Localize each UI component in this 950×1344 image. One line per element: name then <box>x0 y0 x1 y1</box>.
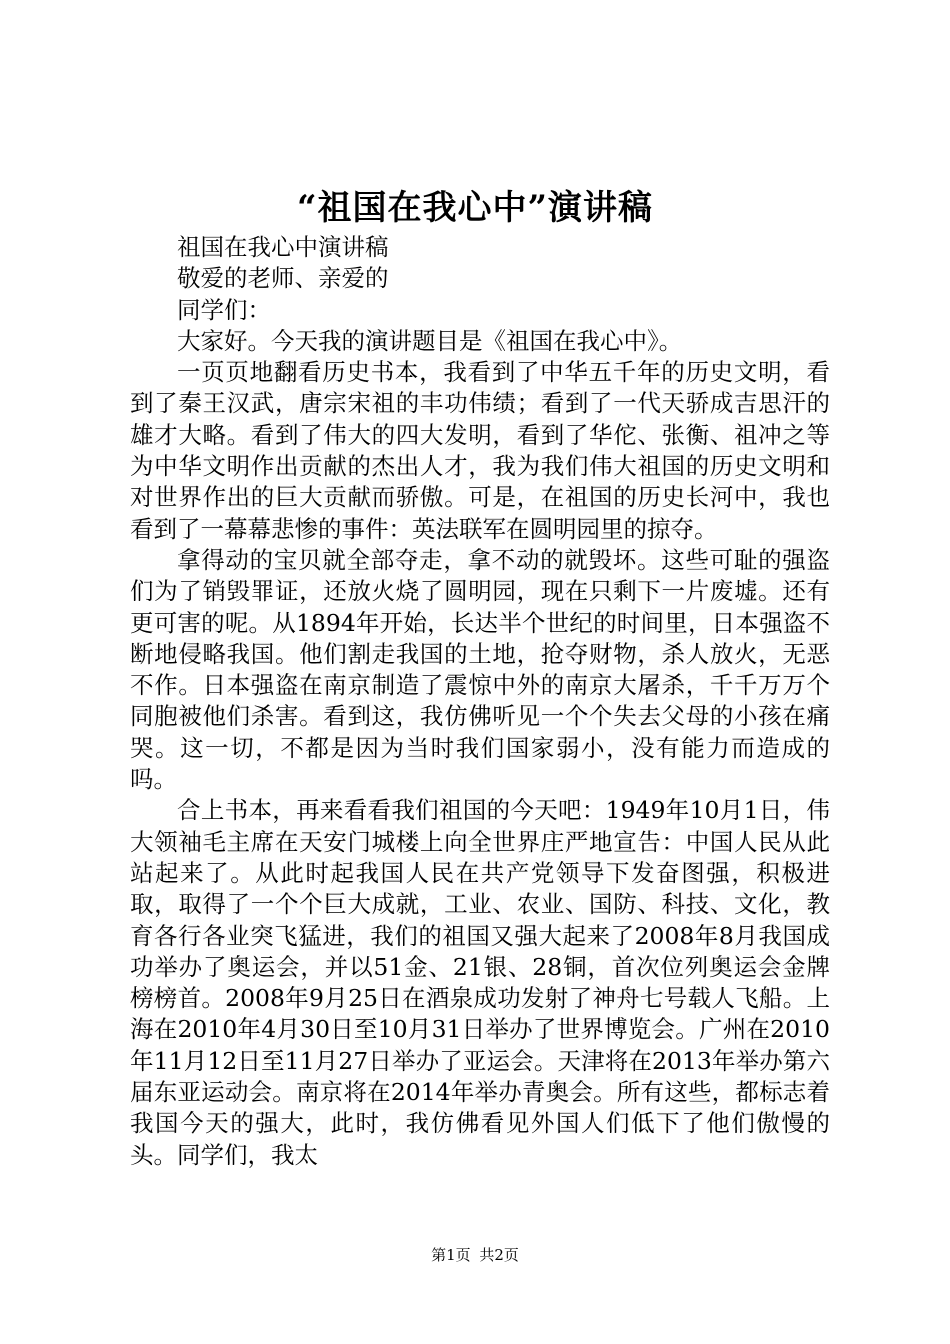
paragraph-salutation-2: 同学们： <box>177 295 271 324</box>
paragraph-invasion: 拿得动的宝贝就全部夺走，拿不动的就毁坏。这些可耻的强盗们为了销毁罪证，还放火烧了圆明园，现在只剩下一片废墟。还有更可害的呢。从1894年开始，长达半个世纪的时间里，日本强盗不断地侵略我国。他们割走我国的土地，抢夺财物，杀人放火，无恶不作。日本强盗在南京制造了震惊中外的南京大屠杀，千千万万个同胞被他们杀害。看到这，我仿佛听见一个个失去父母的小孩在痛哭。这一切，不都是因为当时我们国家弱小，没有能力而造成的吗。 <box>130 545 830 794</box>
document-body <box>130 232 830 1171</box>
page-number: 第1页 共2页 <box>431 1246 519 1264</box>
page-title: “祖国在我心中”演讲稿 <box>296 188 654 228</box>
paragraph-today: 合上书本，再来看看我们祖国的今天吧：1949年10月1日，伟大领袖毛主席在天安门城楼上向全世界庄严地宣告：中国人民从此站起来了。从此时起我国人民在共产党领导下发奋图强，积极进取，取得了一个个巨大成就，工业、农业、国防、科技、文化，教育各行各业突飞猛进，我们的祖国又强大起来了2008年8月我国成功举办了奥运会，并以51金、21银、28铜，首次位列奥运会金牌榜榜首。2008年9月25日在酒泉成功发射了神舟七号载人飞船。上海在2010年4月30日至10月31日举办了世界博览会。广州在2010年11月12日至11月27日举办了亚运会。天津将在2013年举办第六届东亚运动会。南京将在2014年举办青奥会。所有这些，都标志着我国今天的强大，此时，我仿佛看见外国人们低下了他们傲慢的头。同学们，我太 <box>130 796 830 1169</box>
paragraph-greeting: 大家好。今天我的演讲题目是《祖国在我心中》。 <box>177 326 683 355</box>
paragraph-subtitle: 祖国在我心中演讲稿 <box>177 233 389 261</box>
paragraph-salutation-1: 敬爱的老师、亲爱的 <box>177 264 389 293</box>
paragraph-history: 一页页地翻看历史书本，我看到了中华五千年的历史文明，看到了秦王汉武，唐宗宋祖的丰功伟绩；看到了一代天骄成吉思汗的雄才大略。看到了伟大的四大发明，看到了华佗、张衡、祖冲之等为中华文明作出贡献的杰出人才，我为我们伟大祖国的历史文明和对世界作出的巨大贡献而骄傲。可是，在祖国的历史长河中，我也看到了一幕幕悲惨的事件：英法联军在圆明园里的掠夺。 <box>130 358 830 543</box>
